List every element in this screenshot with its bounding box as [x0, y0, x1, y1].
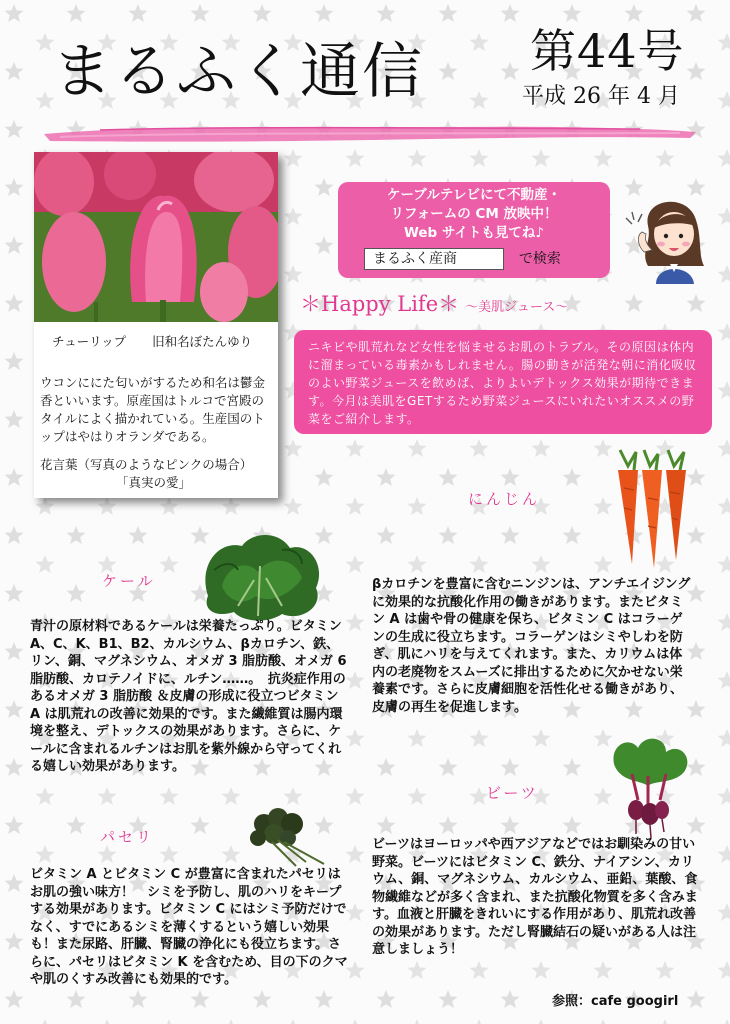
parsley-text: ビタミン A とビタミン C が豊富に含まれたパセリはお肌の強い味方！ シミを予防し、肌のハリをキープする効果があります。ビタミン C にはシミ予防だけでなく、すでにあるシミを薄くするという嬉しい効果も！また尿路、肝臓、腎臓の浄化にも役立ちます。さらに、パセリはビタミン K を含むため、目の下のクマや肌のくすみ改善にも効果的です。 — [30, 867, 348, 987]
beet-text: ビーツはヨーロッパや西アジアなどではお馴染みの甘い野菜。ビーツにはビタミン C、鉄分、ナイアシン、カリウム、銅、マグネシウム、カルシウム、亜鉛、葉酸、食物繊維などが多く含まれ、また抗酸化物質を多く含みます。血液と肝臓をきれいにする作用があり、肌荒れ改善の効果があります。ただし腎臓結石の疑いがある人は注意しましょう！ — [372, 837, 698, 957]
search-keyword-box: まるふく産商 — [364, 248, 504, 270]
tulip-description: ウコンににた匂いがするため和名は鬱金香といいます。原産国はトルコで宮殿のタイルによく描かれている。生産国のトップはやはりオランダである。 — [40, 375, 266, 444]
cm-line-2: リフォームの CM 放映中！ — [390, 206, 558, 222]
issue-number: 第44号 — [530, 24, 685, 78]
parsley-photo — [244, 806, 334, 868]
kale-photo — [198, 526, 326, 622]
intro-box: ニキビや肌荒れなど女性を悩ませるお肌のトラブル。その原因は体内に溜まっている毒素かもしれません。腸の動きが活発な朝に消化吸収のよい野菜ジュースを飲めば、よりよいデトックス効果が期待できます。今月は美肌をGETするため野菜ジュースにいれたいオススメの野菜をご紹介します。 — [294, 330, 712, 434]
parsley-heading: パセリ — [100, 828, 155, 846]
happy-life-subtitle: ～美肌ジュース～ — [465, 300, 569, 315]
flower-language-value: 「真実の愛」 — [116, 475, 192, 490]
tulip-name: チューリップ — [52, 334, 127, 349]
cm-line-3: Web サイトも見てね♪ — [403, 225, 545, 241]
waving-girl-icon — [618, 188, 718, 284]
cm-line-1: ケーブルテレビにて不動産・ — [386, 187, 561, 203]
kale-text: 青汁の原材料であるケールは栄養たっぷり。ビタミン A、C、K、B1、B2、カルシウム、βカロチン、鉄、リン、銅、マグネシウム、オメガ 3 脂肪酸、オメガ 6 脂肪酸、カロテノイドに、ルチン……。 抗炎症作用のあるオメガ 3 脂肪酸 ＆皮膚の形成に役立つビタミン A は肌荒れの改善に効果的です。また繊維質は腸内環境を整え、デトックスの効果があります。さらに、ケールに含まれるルチンはお肌を紫外線から守ってくれる嬉しい効果があります。 — [30, 619, 347, 774]
kale-heading: ケール — [102, 572, 156, 590]
reference-note: 参照：cafe googirl — [552, 994, 679, 1009]
issue-date: 平成 26 年 4 月 — [522, 84, 680, 109]
newsletter-title: まるふく通信 — [52, 37, 424, 107]
happy-life-main: ＊Happy Life＊ — [300, 292, 460, 316]
flower-language-label: 花言葉（写真のようなピンクの場合） — [40, 457, 253, 472]
cm-notice-box — [338, 182, 610, 278]
happy-life-title — [300, 288, 568, 318]
carrot-photo — [606, 448, 698, 572]
beet-heading: ビーツ — [486, 784, 539, 802]
beet-photo — [604, 734, 692, 838]
search-suffix: で検索 — [518, 251, 561, 267]
carrot-text: βカロチンを豊富に含むニンジンは、アンチエイジングに効果的な抗酸化作用の働きがあります。またビタミン A は歯や骨の健康を保ち、ビタミン C はコラーゲンの生成に役立ちます。コラーゲンはシミやしわを防ぎ、肌にハリを与えてくれます。また、カリウムは体内の老廃物をスムーズに排出するために欠かせない栄養素です。さらに皮膚細胞を活性化せる働きがあり、皮膚の再生を促進します。 — [372, 577, 691, 715]
search-row — [364, 248, 561, 270]
tulip-photo-card — [34, 152, 278, 498]
tulip-photo — [34, 152, 278, 322]
carrot-heading: にんじん — [468, 490, 541, 508]
tulip-caption — [52, 332, 274, 350]
tulip-old-name: 旧和名ぼたんゆり — [152, 334, 253, 349]
tulip-flower-language — [40, 456, 272, 492]
pink-brush-divider — [40, 118, 700, 148]
